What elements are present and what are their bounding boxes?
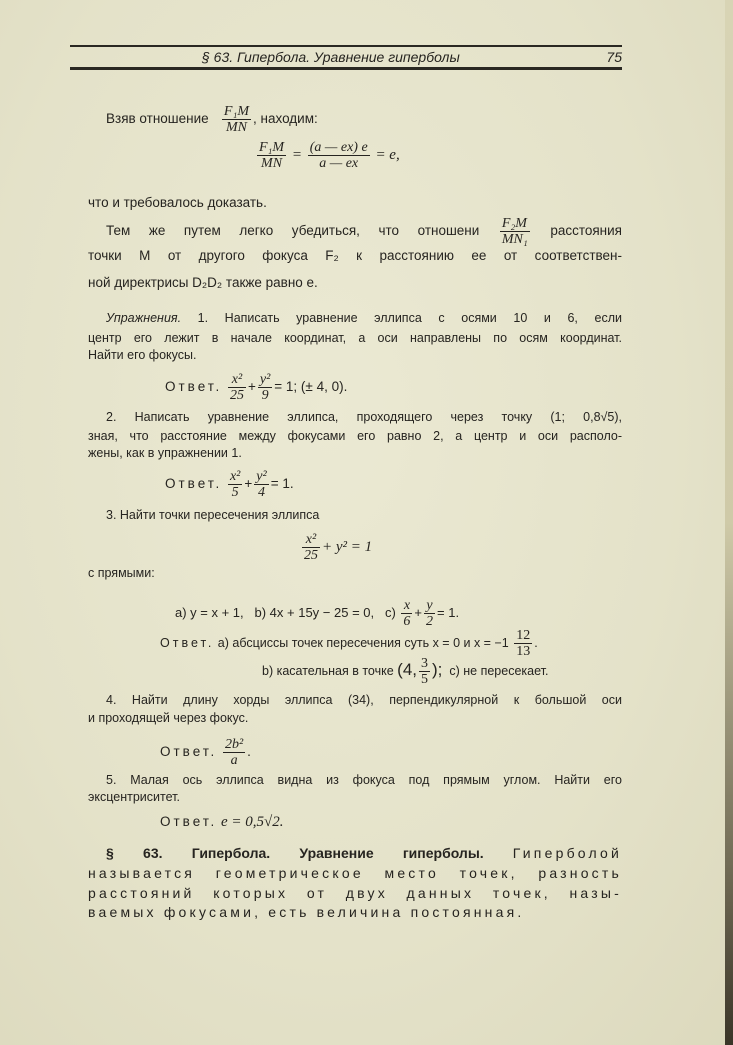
paragraph-second-focus-line2: точки M от другого фокуса F₂ к расстоянию ее от соответствен- <box>88 248 622 263</box>
denominator: 6 <box>403 614 411 629</box>
text: . <box>534 635 538 650</box>
fraction-f2m-mn1 <box>500 216 530 247</box>
section-63-line1 <box>106 844 622 863</box>
text: a) абсциссы точек пересечения суть x = 0 и x = −1 <box>217 635 509 650</box>
exercise-5-line2: эксцентриситет. <box>88 790 180 804</box>
answer-3a <box>160 628 538 659</box>
text: , находим: <box>253 111 318 127</box>
exercise-2-line3: жены, как в упражнении 1. <box>88 446 242 460</box>
equation-tail: + y² = 1 <box>322 539 373 556</box>
exercise-3-line1: 3. Найти точки пересечения эллипса <box>106 508 320 522</box>
numerator: x² <box>229 469 241 484</box>
plus-sign: + <box>414 604 423 620</box>
denominator: 9 <box>261 388 269 403</box>
line-a: a) y = x + 1, <box>175 604 244 620</box>
denominator: a — ex <box>319 156 359 171</box>
equation-ratio-e <box>255 140 400 171</box>
header-rule-top <box>70 45 622 47</box>
denominator: MN <box>225 120 247 135</box>
numerator: F₂M <box>500 216 530 232</box>
text: . <box>247 744 251 760</box>
equals-sign: = <box>291 147 302 164</box>
text: Взяв отношение <box>106 111 209 127</box>
numerator: x <box>401 598 412 614</box>
text: Тем же путем легко убедиться, что отношени <box>106 223 480 239</box>
fraction <box>254 469 268 500</box>
answer-4 <box>160 737 251 768</box>
denominator: a <box>230 753 238 768</box>
paragraph-ratio-intro <box>106 104 318 135</box>
lines-list <box>175 598 459 629</box>
exercise-1-line1 <box>106 309 622 327</box>
answer-label: Ответ. <box>165 476 223 492</box>
exercise-4-line2: и проходящей через фокус. <box>88 711 249 725</box>
header-rule-bottom <box>70 67 622 70</box>
section-heading: § 63. Гипербола. Уравнение гиперболы. <box>106 845 484 861</box>
paragraph-second-focus-line1 <box>106 216 622 247</box>
denominator: 2 <box>426 614 434 629</box>
fraction-right <box>308 140 370 171</box>
fraction <box>228 372 246 403</box>
numerator: x² <box>302 532 320 548</box>
fraction-left <box>257 140 286 171</box>
answer-label: Ответ. <box>160 635 215 650</box>
answer-3bc <box>262 656 548 687</box>
page-edge-shadow <box>725 0 733 1045</box>
numerator: y <box>424 598 435 614</box>
exercise-1-line2: центр его лежит в начале координат, а оси направлены по осям координат. <box>88 331 622 345</box>
text: расстояния <box>550 223 622 239</box>
numerator: 12 <box>516 628 531 643</box>
line-c-label: c) <box>384 604 396 620</box>
answer-5 <box>160 813 283 831</box>
exercise-5-line1: 5. Малая ось эллипса видна из фокуса под прямым углом. Найти его <box>106 773 622 787</box>
denominator: 5 <box>421 672 429 687</box>
denominator: MN <box>261 156 283 171</box>
answer-tail: = 1. <box>270 476 294 492</box>
denominator: 25 <box>229 388 244 403</box>
section-63-line3: расстояний которых от двух данных точек, назы- <box>88 885 622 901</box>
plus-sign: + <box>244 476 253 492</box>
text: b) касательная в точке <box>262 663 394 678</box>
equation-tail: = e, <box>375 147 400 164</box>
answer-label: Ответ. <box>165 379 223 395</box>
answer-tail: = 1; (± 4, 0). <box>274 379 348 395</box>
fraction <box>424 598 435 629</box>
ellipse-equation <box>300 532 372 563</box>
exercise-4-line1: 4. Найти длину хорды эллипса (34), перпендикулярной к большой оси <box>106 693 622 707</box>
text: ); <box>432 659 443 679</box>
numerator: y² <box>256 469 267 484</box>
header-section-title: § 63. Гипербола. Уравнение гиперболы <box>202 49 460 65</box>
numerator: 3 <box>421 656 429 671</box>
numerator: y² <box>259 372 271 387</box>
denominator: 25 <box>304 548 318 563</box>
fraction-f1m-mn <box>222 104 251 135</box>
exercise-3-line2: с прямыми: <box>88 566 155 580</box>
line-b: b) 4x + 15y − 25 = 0, <box>254 604 375 620</box>
exercise-1-line3: Найти его фокусы. <box>88 348 197 362</box>
page-number: 75 <box>606 49 622 65</box>
text: c) не пересекает. <box>449 663 549 678</box>
fraction <box>401 598 412 629</box>
answer-2 <box>165 469 294 500</box>
answer-label: Ответ. <box>160 744 218 760</box>
denominator: MN₁ <box>501 232 528 247</box>
plus-sign: + <box>247 379 256 395</box>
answer-value: e = 0,5√2. <box>220 814 284 830</box>
exercises-label: Упражнения. <box>106 311 182 325</box>
denominator: 4 <box>257 485 265 500</box>
denominator: 5 <box>231 485 239 500</box>
text: (4, <box>397 659 418 679</box>
answer-label: Ответ. <box>160 814 218 829</box>
fraction <box>223 737 245 768</box>
numerator: 2b² <box>224 737 244 752</box>
paragraph-second-focus-line3: ной директрисы D₂D₂ также равно e. <box>88 275 318 290</box>
exercise-2-line2: зная, что расстояние между фокусами его равно 2, а центр и оси располо- <box>88 429 622 443</box>
numerator: x² <box>228 372 246 388</box>
fraction <box>419 656 430 687</box>
fraction <box>302 532 320 563</box>
denominator: 13 <box>516 644 531 659</box>
fraction <box>514 628 532 659</box>
text: 1. Написать уравнение эллипса с осями 10 и 6, если <box>197 311 622 325</box>
fraction <box>258 372 272 403</box>
paragraph-qed: что и требовалось доказать. <box>88 195 267 210</box>
text: Гиперболой <box>512 845 622 861</box>
fraction <box>228 469 242 500</box>
text: = 1. <box>437 604 460 620</box>
numerator: (a — ex) e <box>309 140 368 155</box>
exercise-2-line1: 2. Написать уравнение эллипса, проходящего через точку (1; 0,8√5), <box>106 410 622 424</box>
numerator: F₁M <box>223 104 249 119</box>
section-63-line4: ваемых фокусами, есть величина постоянная. <box>88 904 525 920</box>
section-63-line2: называется геометрическое место точек, разность <box>88 865 622 881</box>
answer-1 <box>165 372 347 403</box>
numerator: F₁M <box>259 140 285 155</box>
